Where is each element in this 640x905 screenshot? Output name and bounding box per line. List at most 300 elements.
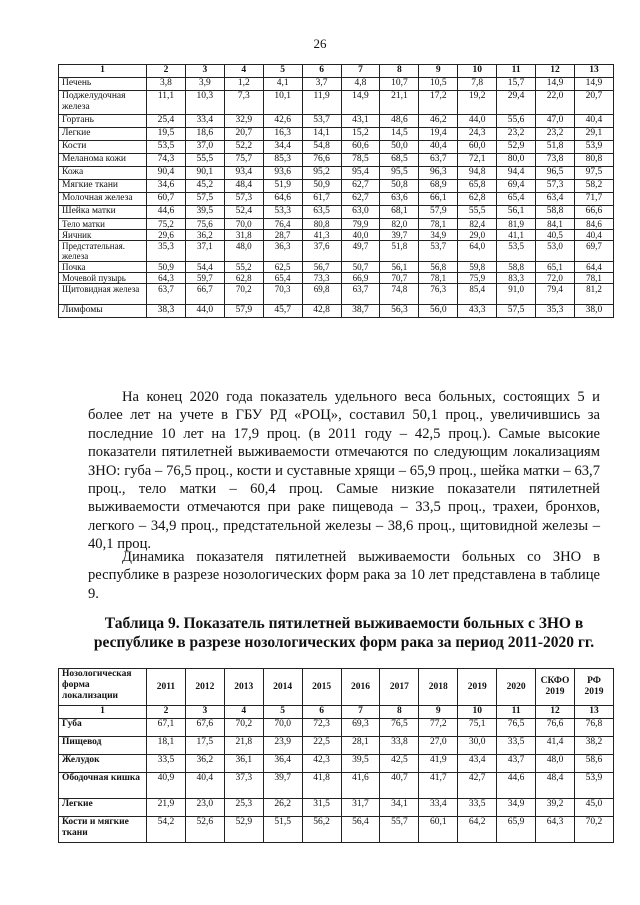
table-cell: 76,5 — [380, 719, 419, 737]
row-label: Щитовидная железа — [59, 284, 147, 305]
table-cell: 74,8 — [380, 284, 419, 305]
table-cell: 63,7 — [147, 284, 186, 305]
table-cell: 78,5 — [341, 154, 380, 167]
table-cell: 41,9 — [419, 755, 458, 773]
table-cell: 52,9 — [497, 141, 536, 154]
table-cell: 71,7 — [574, 193, 613, 206]
row-label: Желудок — [59, 755, 147, 773]
table-cell: 3,8 — [147, 78, 186, 91]
table-cell: 40,7 — [380, 773, 419, 799]
table-cell: 70,2 — [574, 817, 613, 843]
table-cell: 63,7 — [419, 154, 458, 167]
column-number: 9 — [419, 65, 458, 78]
column-number: 11 — [497, 65, 536, 78]
table-cell: 3,7 — [302, 78, 341, 91]
table-cell: 72,3 — [302, 719, 341, 737]
table-cell: 31,8 — [224, 230, 263, 241]
table-cell: 36,2 — [185, 755, 224, 773]
table-cell: 57,3 — [536, 180, 575, 193]
table-cell: 53,5 — [497, 241, 536, 262]
table-cell: 56,2 — [302, 817, 341, 843]
table-cell: 1,2 — [224, 78, 263, 91]
table-cell: 75,7 — [224, 154, 263, 167]
table-cell: 23,9 — [263, 737, 302, 755]
table-cell: 17,2 — [419, 91, 458, 115]
table-cell: 39,2 — [536, 799, 575, 817]
table-cell: 80,0 — [497, 154, 536, 167]
table-cell: 82,4 — [458, 219, 497, 230]
table-cell: 51,9 — [263, 180, 302, 193]
row-label: Печень — [59, 78, 147, 91]
table-row — [59, 206, 614, 219]
row-label: Тело матки — [59, 219, 147, 230]
table-cell: 43,3 — [458, 305, 497, 318]
table-cell: 76,8 — [574, 719, 613, 737]
table-cell: 18,1 — [147, 737, 186, 755]
table-cell: 41,7 — [419, 773, 458, 799]
table-cell: 38,2 — [574, 737, 613, 755]
table-cell: 41,4 — [536, 737, 575, 755]
table-row — [59, 262, 614, 273]
table-cell: 37,1 — [185, 241, 224, 262]
row-label: Молочная железа — [59, 193, 147, 206]
table-cell: 57,3 — [224, 193, 263, 206]
table-cell: 37,6 — [302, 241, 341, 262]
table-cell: 62,8 — [458, 193, 497, 206]
table-cell: 48,0 — [224, 241, 263, 262]
table-cell: 73,8 — [536, 154, 575, 167]
table-cell: 35,3 — [536, 305, 575, 318]
column-number: 7 — [341, 706, 380, 719]
row-label: Кости и мягкие ткани — [59, 817, 147, 843]
table-cell: 58,8 — [497, 262, 536, 273]
table-cell: 19,4 — [419, 128, 458, 141]
table-cell: 10,3 — [185, 91, 224, 115]
row-label: Ободочная кишка — [59, 773, 147, 799]
table-cell: 62,7 — [341, 180, 380, 193]
table-cell: 48,4 — [536, 773, 575, 799]
row-label: Лимфомы — [59, 305, 147, 318]
table-cell: 14,1 — [302, 128, 341, 141]
table-cell: 43,4 — [458, 755, 497, 773]
table-cell: 72,0 — [536, 273, 575, 284]
row-label: Пищевод — [59, 737, 147, 755]
table-cell: 38,0 — [574, 305, 613, 318]
table-cell: 4,1 — [263, 78, 302, 91]
row-label: Губа — [59, 719, 147, 737]
row-label: Поджелудочная железа — [59, 91, 147, 115]
row-label: Кости — [59, 141, 147, 154]
table-cell: 62,8 — [224, 273, 263, 284]
table-cell: 40,9 — [147, 773, 186, 799]
table-cell: 60,1 — [419, 817, 458, 843]
table-cell: 45,2 — [185, 180, 224, 193]
table-cell: 54,8 — [302, 141, 341, 154]
table-cell: 15,2 — [341, 128, 380, 141]
table-cell: 41,8 — [302, 773, 341, 799]
column-header: СКФО 2019 — [536, 669, 575, 706]
table-cell: 56,1 — [380, 262, 419, 273]
table-cell: 63,5 — [302, 206, 341, 219]
table-cell: 33,4 — [185, 115, 224, 128]
table-cell: 70,7 — [380, 273, 419, 284]
column-number: 12 — [536, 706, 575, 719]
table-cell: 70,3 — [263, 284, 302, 305]
row-label: Шейка матки — [59, 206, 147, 219]
column-header: 2018 — [419, 669, 458, 706]
table-cell: 76,5 — [497, 719, 536, 737]
table-cell: 69,3 — [341, 719, 380, 737]
table-cell: 75,9 — [458, 273, 497, 284]
table-row — [59, 737, 614, 755]
column-number: 3 — [185, 706, 224, 719]
table-row — [59, 799, 614, 817]
table-cell: 11,1 — [147, 91, 186, 115]
column-number: 10 — [458, 65, 497, 78]
table-cell: 80,8 — [302, 219, 341, 230]
table-cell: 64,2 — [458, 817, 497, 843]
table-cell: 76,6 — [302, 154, 341, 167]
table-cell: 55,7 — [380, 817, 419, 843]
table-cell: 52,6 — [185, 817, 224, 843]
table-row — [59, 305, 614, 318]
table-row — [59, 273, 614, 284]
table-cell: 21,1 — [380, 91, 419, 115]
table-cell: 57,5 — [497, 305, 536, 318]
table-cell: 67,1 — [147, 719, 186, 737]
table-cell: 7,3 — [224, 91, 263, 115]
table-row — [59, 219, 614, 230]
table-cell: 62,5 — [263, 262, 302, 273]
table-cell: 44,6 — [147, 206, 186, 219]
table-row — [59, 128, 614, 141]
table-cell: 95,5 — [380, 167, 419, 180]
table-cell: 53,3 — [263, 206, 302, 219]
table-cell: 25,3 — [224, 799, 263, 817]
table-cell: 29,1 — [574, 128, 613, 141]
table-cell: 76,6 — [536, 719, 575, 737]
column-number: 2 — [147, 706, 186, 719]
table-cell: 36,4 — [263, 755, 302, 773]
table-cell: 22,5 — [302, 737, 341, 755]
table-cell: 54,2 — [147, 817, 186, 843]
table-cell: 78,1 — [419, 219, 458, 230]
table-cell: 58,8 — [536, 206, 575, 219]
row-label: Кожа — [59, 167, 147, 180]
table-cell: 79,9 — [341, 219, 380, 230]
table-cell: 14,9 — [341, 91, 380, 115]
column-number: 11 — [497, 706, 536, 719]
table-cell: 34,4 — [263, 141, 302, 154]
column-number: 6 — [302, 65, 341, 78]
table-cell: 91,0 — [497, 284, 536, 305]
table-cell: 48,0 — [536, 755, 575, 773]
table-cell: 52,2 — [224, 141, 263, 154]
table-cell: 33,5 — [497, 737, 536, 755]
table-cell: 75,6 — [185, 219, 224, 230]
table-cell: 74,3 — [147, 154, 186, 167]
table-cell: 23,2 — [497, 128, 536, 141]
table-cell: 4,8 — [341, 78, 380, 91]
table-row — [59, 141, 614, 154]
table-cell: 50,9 — [147, 262, 186, 273]
table-row — [59, 180, 614, 193]
table-cell: 53,9 — [574, 141, 613, 154]
table-cell: 76,4 — [263, 219, 302, 230]
table-cell: 79,4 — [536, 284, 575, 305]
table-cell: 20,7 — [574, 91, 613, 115]
table-cell: 29,0 — [458, 230, 497, 241]
table-cell: 36,2 — [185, 230, 224, 241]
table-cell: 36,1 — [224, 755, 263, 773]
table-cell: 54,4 — [185, 262, 224, 273]
table-cell: 56,7 — [302, 262, 341, 273]
table-cell: 83,3 — [497, 273, 536, 284]
table-header-row — [59, 669, 614, 706]
table-cell: 50,7 — [341, 262, 380, 273]
table-cell: 49,7 — [341, 241, 380, 262]
table-cell: 68,5 — [380, 154, 419, 167]
table-cell: 64,3 — [147, 273, 186, 284]
table-cell: 93,4 — [224, 167, 263, 180]
row-label: Меланома кожи — [59, 154, 147, 167]
table-cell: 65,1 — [536, 262, 575, 273]
column-number-row — [59, 706, 614, 719]
table-cell: 57,9 — [419, 206, 458, 219]
row-label: Почка — [59, 262, 147, 273]
table-cell: 18,6 — [185, 128, 224, 141]
table-cell: 20,7 — [224, 128, 263, 141]
table-cell: 38,7 — [341, 305, 380, 318]
table-cell: 48,6 — [380, 115, 419, 128]
table-cell: 26,2 — [263, 799, 302, 817]
table-cell: 66,7 — [185, 284, 224, 305]
table-cell: 72,1 — [458, 154, 497, 167]
table-cell: 53,7 — [419, 241, 458, 262]
table-cell: 31,7 — [341, 799, 380, 817]
table-header-row — [59, 65, 614, 78]
table-cell: 56,1 — [497, 206, 536, 219]
table-cell: 34,6 — [147, 180, 186, 193]
table-cell: 90,4 — [147, 167, 186, 180]
table-cell: 85,3 — [263, 154, 302, 167]
table-cell: 40,4 — [574, 230, 613, 241]
table-cell: 52,9 — [224, 817, 263, 843]
table-row — [59, 230, 614, 241]
paragraph-five-year-survival: На конец 2020 года показатель удельного веса больных, состоящих 5 и более лет на учете в ГБУ РД «РОЦ», составил 50,1 проц., увеличившись за последние 10 лет на 17,9 проц. (в 2011 году – 42,5 проц.). Самые высокие показатели пятилетней выживаемости отмечаются по следующим локализациям ЗНО: губа – 76,5 проц., кости и суставные хрящи – 65,9 проц., шейка матки – 63,7 проц., тело матки – 60,4 проц. Самые низкие показатели пятилетней выживаемости отмечаются при раке пищевода – 33,5 проц., трахеи, бронхов, легкого – 34,9 проц., предстательной железы – 38,6 проц., щитовидной железы – 40,1 проц. — [88, 389, 600, 553]
column-header: Нозологическая форма локализации — [59, 669, 147, 706]
row-label: Легкие — [59, 128, 147, 141]
table-cell: 30,0 — [458, 737, 497, 755]
table-cell: 75,1 — [458, 719, 497, 737]
table-cell: 55,5 — [458, 206, 497, 219]
table-cell: 23,0 — [185, 799, 224, 817]
table-cell: 45,7 — [263, 305, 302, 318]
table-cell: 41,1 — [497, 230, 536, 241]
table-row — [59, 241, 614, 262]
table-cell: 53,9 — [574, 773, 613, 799]
table-cell: 50,0 — [380, 141, 419, 154]
table-cell: 56,8 — [419, 262, 458, 273]
table-cell: 37,0 — [185, 141, 224, 154]
table-cell: 55,6 — [497, 115, 536, 128]
table-cell: 56,3 — [380, 305, 419, 318]
table-cell: 70,2 — [224, 284, 263, 305]
column-number: 8 — [380, 706, 419, 719]
table-cell: 46,2 — [419, 115, 458, 128]
table-row — [59, 817, 614, 843]
table-cell: 66,1 — [419, 193, 458, 206]
table-cell: 65,4 — [263, 273, 302, 284]
table-cell: 78,1 — [574, 273, 613, 284]
table-cell: 56,4 — [341, 817, 380, 843]
table-cell: 90,1 — [185, 167, 224, 180]
table-cell: 80,8 — [574, 154, 613, 167]
table-cell: 34,1 — [380, 799, 419, 817]
table-cell: 59,8 — [458, 262, 497, 273]
table-cell: 32,9 — [224, 115, 263, 128]
table-cell: 21,8 — [224, 737, 263, 755]
table-cell: 28,1 — [341, 737, 380, 755]
column-number: 9 — [419, 706, 458, 719]
table-cell: 50,8 — [380, 180, 419, 193]
column-header: 2011 — [147, 669, 186, 706]
table-cell: 95,4 — [341, 167, 380, 180]
table-cell: 23,2 — [536, 128, 575, 141]
column-number: 4 — [224, 65, 263, 78]
row-label: Мочевой пузырь — [59, 273, 147, 284]
table-cell: 41,6 — [341, 773, 380, 799]
table-cell: 55,2 — [224, 262, 263, 273]
table-cell: 50,9 — [302, 180, 341, 193]
table-cell: 51,8 — [536, 141, 575, 154]
table-cell: 97,5 — [574, 167, 613, 180]
table-cell: 94,4 — [497, 167, 536, 180]
table-cell: 68,9 — [419, 180, 458, 193]
table-cell: 60,7 — [147, 193, 186, 206]
table-cell: 21,9 — [147, 799, 186, 817]
table-cell: 67,6 — [185, 719, 224, 737]
table-cell: 68,1 — [380, 206, 419, 219]
table-cell: 58,6 — [574, 755, 613, 773]
table-cell: 33,5 — [147, 755, 186, 773]
table-cell: 65,8 — [458, 180, 497, 193]
column-header: 2012 — [185, 669, 224, 706]
table-cell: 36,3 — [263, 241, 302, 262]
table-cell: 38,3 — [147, 305, 186, 318]
table-cell: 84,1 — [536, 219, 575, 230]
table-cell: 63,4 — [536, 193, 575, 206]
table-row — [59, 755, 614, 773]
table-cell: 14,5 — [380, 128, 419, 141]
table-cell: 95,2 — [302, 167, 341, 180]
table-cell: 70,2 — [224, 719, 263, 737]
table-cell: 62,7 — [341, 193, 380, 206]
column-number: 1 — [59, 65, 147, 78]
table-cell: 81,9 — [497, 219, 536, 230]
table-cell: 65,9 — [497, 817, 536, 843]
page-number: 26 — [313, 36, 327, 51]
table-cell: 43,7 — [497, 755, 536, 773]
table-cell: 14,9 — [574, 78, 613, 91]
table-row — [59, 773, 614, 799]
table-cell: 63,6 — [380, 193, 419, 206]
column-number: 8 — [380, 65, 419, 78]
table-cell: 69,8 — [302, 284, 341, 305]
table-cell: 17,5 — [185, 737, 224, 755]
table-cell: 60,0 — [458, 141, 497, 154]
table-cell: 10,5 — [419, 78, 458, 91]
table-cell: 56,0 — [419, 305, 458, 318]
column-number: 12 — [536, 65, 575, 78]
table-cell: 11,9 — [302, 91, 341, 115]
column-header: 2019 — [458, 669, 497, 706]
table-row — [59, 719, 614, 737]
column-number: 10 — [458, 706, 497, 719]
table-cell: 63,7 — [341, 284, 380, 305]
column-number: 13 — [574, 706, 613, 719]
table-cell: 60,6 — [341, 141, 380, 154]
table-cell: 51,8 — [380, 241, 419, 262]
table-cell: 31,5 — [302, 799, 341, 817]
column-number: 3 — [185, 65, 224, 78]
column-header: 2017 — [380, 669, 419, 706]
table-cell: 33,8 — [380, 737, 419, 755]
table-cell: 53,7 — [302, 115, 341, 128]
table-cell: 53,5 — [147, 141, 186, 154]
table-cell: 66,6 — [574, 206, 613, 219]
table-cell: 29,4 — [497, 91, 536, 115]
table-cell: 59,7 — [185, 273, 224, 284]
table-cell: 29,6 — [147, 230, 186, 241]
column-number: 7 — [341, 65, 380, 78]
table-cell: 22,0 — [536, 91, 575, 115]
table-cell: 48,4 — [224, 180, 263, 193]
table-row — [59, 154, 614, 167]
table-cell: 52,4 — [224, 206, 263, 219]
column-number: 5 — [263, 65, 302, 78]
column-number: 6 — [302, 706, 341, 719]
row-label: Гортань — [59, 115, 147, 128]
row-label: Яичник — [59, 230, 147, 241]
table-cell: 75,2 — [147, 219, 186, 230]
column-number: 1 — [59, 706, 147, 719]
table-cell: 41,3 — [302, 230, 341, 241]
table-cell: 19,2 — [458, 91, 497, 115]
table-cell: 63,0 — [341, 206, 380, 219]
table-cell: 33,5 — [458, 799, 497, 817]
table-cell: 39,7 — [263, 773, 302, 799]
table-row — [59, 193, 614, 206]
table-cell: 69,4 — [497, 180, 536, 193]
table-cell: 78,1 — [419, 273, 458, 284]
table-cell: 35,3 — [147, 241, 186, 262]
table-cell: 39,5 — [185, 206, 224, 219]
table-cell: 58,2 — [574, 180, 613, 193]
table-cell: 44,0 — [185, 305, 224, 318]
table-cell: 40,4 — [185, 773, 224, 799]
table-cell: 40,4 — [574, 115, 613, 128]
column-number: 2 — [147, 65, 186, 78]
table-cell: 10,7 — [380, 78, 419, 91]
table-cell: 28,7 — [263, 230, 302, 241]
table-cell: 82,0 — [380, 219, 419, 230]
table-cell: 42,3 — [302, 755, 341, 773]
table-cell: 44,6 — [497, 773, 536, 799]
table-row — [59, 91, 614, 115]
table-cell: 39,7 — [380, 230, 419, 241]
table-9 — [58, 668, 614, 843]
